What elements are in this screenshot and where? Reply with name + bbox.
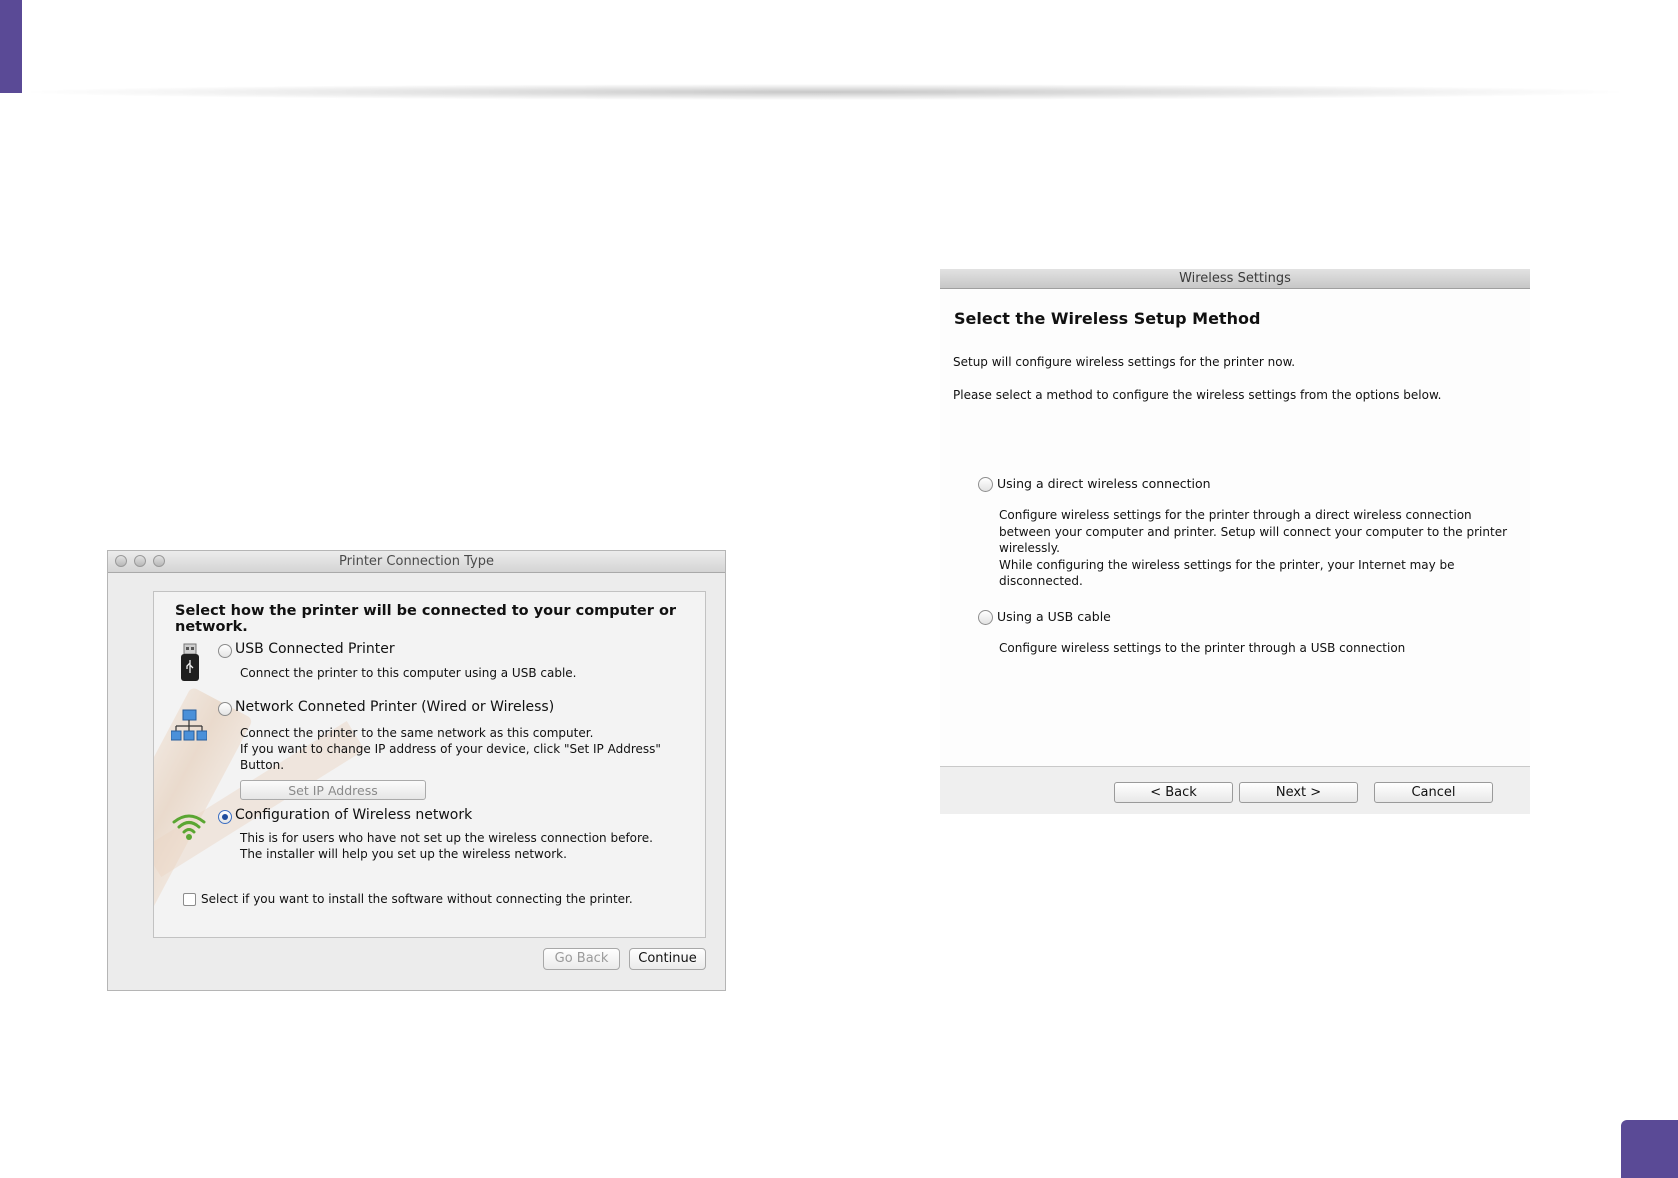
page-number-badge [1621,1120,1678,1178]
install-without-printer-label: Select if you want to install the software without connecting the printer. [201,892,633,906]
go-back-button[interactable]: Go Back [543,948,620,970]
direct-wireless-radio[interactable] [978,477,993,492]
network-option-description: Connect the printer to the same network as this computer. If you want to change IP address of your device, click "Set IP Address" Button. [240,726,661,772]
network-option-label: Network Conneted Printer (Wired or Wireless) [235,699,555,715]
next-button[interactable]: Next > [1239,782,1358,803]
usb-cable-radio[interactable] [978,610,993,625]
printer-connection-dialog [107,550,726,991]
dialog-titlebar [108,551,725,573]
usb-option-description: Connect the printer to this computer using a USB cable. [240,666,577,680]
back-button[interactable]: < Back [1114,782,1233,803]
cancel-button[interactable]: Cancel [1374,782,1493,803]
wireless-configuration-radio[interactable] [218,810,232,824]
usb-cable-label: Using a USB cable [997,609,1111,624]
wireless-setup-heading: Select the Wireless Setup Method [954,309,1261,328]
wireless-option-description: This is for users who have not set up the wireless connection before. The installer will help you set up the wireless network. [240,831,653,861]
usb-cable-description: Configure wireless settings to the printer through a USB connection [999,641,1406,655]
usb-option-label: USB Connected Printer [235,641,395,657]
wireless-dialog-title: Wireless Settings [940,269,1530,289]
header-divider [30,84,1620,100]
wireless-settings-dialog [940,269,1530,813]
direct-wireless-label: Using a direct wireless connection [997,476,1211,491]
wireless-intro-text: Setup will configure wireless settings for the printer now. [953,355,1296,369]
panel-heading: Select how the printer will be connected to your computer or network. [175,603,677,635]
wireless-option-label: Configuration of Wireless network [235,807,473,823]
install-without-printer-checkbox[interactable] [183,893,196,906]
continue-button[interactable]: Continue [629,948,706,970]
wifi-icon [171,810,207,842]
network-connected-radio[interactable] [218,702,232,716]
usb-connected-radio[interactable] [218,644,232,658]
direct-wireless-description: Configure wireless settings for the printer through a direct wireless connection between your computer and printer. Setup will connect your computer to the printer wirelessly. While configuring the wireless settings for the printer, your Internet may be disconnected. [999,508,1508,588]
wireless-instruction-text: Please select a method to configure the wireless settings from the options below. [953,388,1442,402]
connection-options-panel [153,591,706,938]
chapter-accent-tab [0,0,22,93]
wireless-dialog-footer [940,766,1530,814]
set-ip-address-button[interactable]: Set IP Address [240,780,426,800]
network-icon [171,709,207,745]
usb-drive-icon [180,643,200,683]
dialog-title: Printer Connection Type [339,554,494,569]
